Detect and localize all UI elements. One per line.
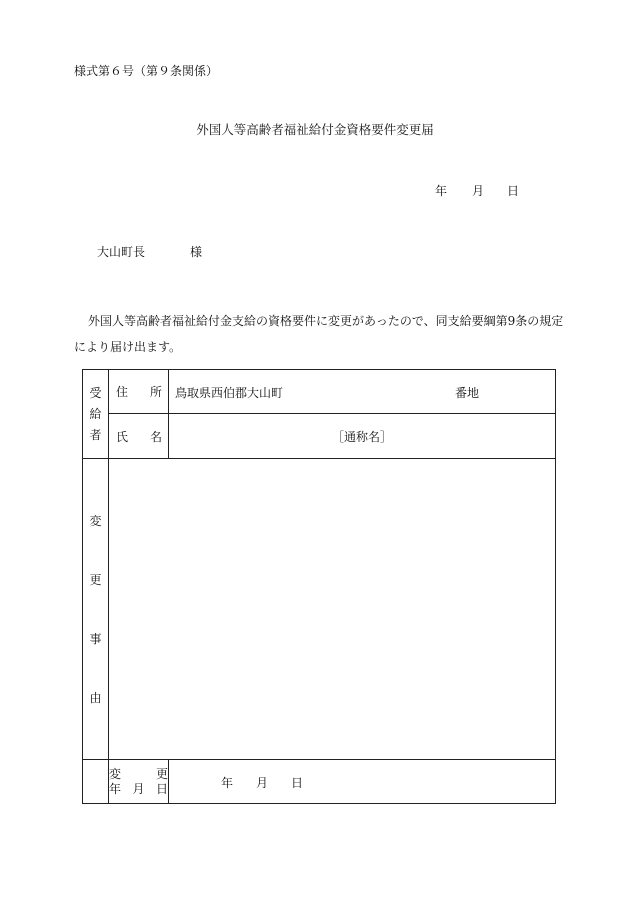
submission-month: 月	[472, 184, 485, 198]
change-reason-field[interactable]	[109, 459, 556, 760]
address-label-char: 住	[116, 385, 129, 399]
change-date-label-char: 月	[132, 781, 145, 796]
address-label	[109, 370, 169, 414]
address-field[interactable]	[169, 370, 556, 414]
change-reason-label-char: 事	[89, 631, 102, 646]
applicant-label	[83, 370, 109, 459]
recipient-honorific: 様	[190, 245, 203, 259]
change-date-label-char: 年	[109, 781, 122, 796]
body-text-line-1: 外国人等高齢者福祉給付金支給の資格要件に変更があったので、同支給要綱第9条の規定	[88, 314, 564, 328]
submission-year: 年	[435, 184, 448, 198]
name-field[interactable]	[169, 414, 556, 459]
change-date-label-char: 更	[155, 766, 168, 781]
name-label	[109, 414, 169, 459]
change-reason-label-char: 由	[89, 690, 102, 705]
change-date-label	[109, 760, 169, 804]
change-month: 月	[256, 776, 269, 790]
applicant-label-char: 者	[89, 427, 102, 442]
submission-day: 日	[507, 184, 520, 198]
change-reason-label-char: 変	[89, 513, 102, 528]
form-number: 様式第６号（第９条関係）	[74, 64, 219, 78]
name-label-char: 名	[149, 429, 162, 444]
change-date-field[interactable]	[169, 760, 556, 804]
address-banchi: 番地	[455, 386, 480, 400]
applicant-label-char: 受	[89, 385, 102, 400]
name-label-char: 氏	[116, 429, 129, 444]
applicant-label-char: 給	[89, 406, 102, 421]
change-day: 日	[291, 776, 304, 790]
change-date-label-char: 変	[109, 766, 122, 781]
body-text-line-2: により届け出ます。	[74, 340, 182, 354]
alias-label: ［通称名］	[331, 429, 392, 444]
address-prefix: 鳥取県西伯郡大山町	[175, 386, 284, 400]
change-year: 年	[221, 776, 234, 790]
change-date-spacer	[83, 760, 109, 804]
address-label-char: 所	[149, 385, 162, 399]
application-form-table	[82, 369, 556, 804]
change-reason-label	[83, 459, 109, 760]
recipient: 大山町長	[97, 245, 146, 259]
change-date-label-char: 日	[155, 781, 168, 796]
change-reason-label-char: 更	[89, 572, 102, 587]
document-title: 外国人等高齢者福祉給付金資格要件変更届	[196, 122, 434, 137]
